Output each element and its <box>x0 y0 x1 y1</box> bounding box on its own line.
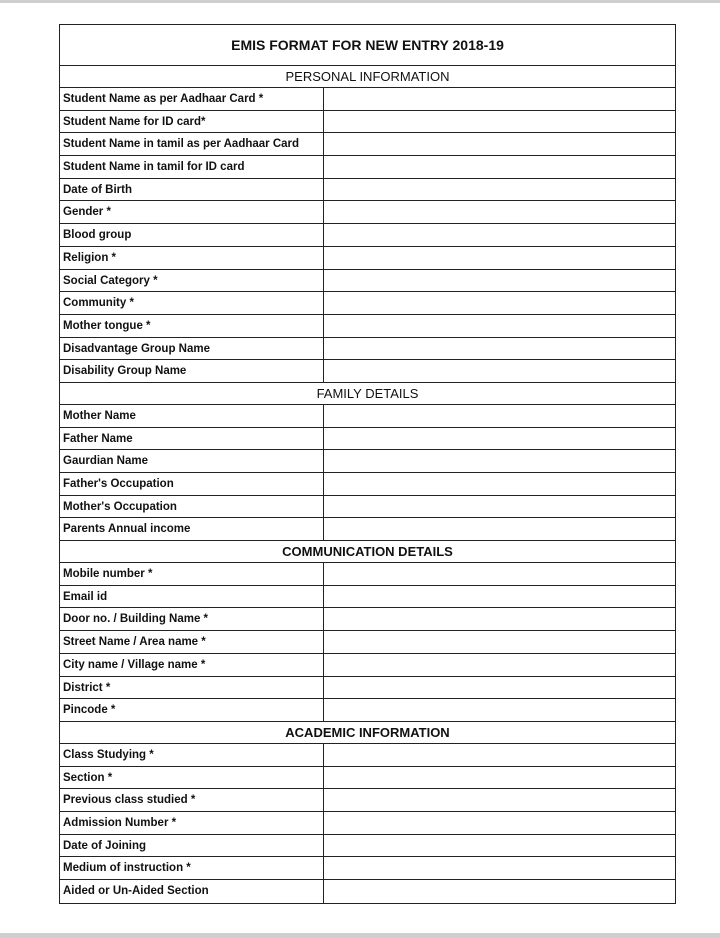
field-label: Mother tongue * <box>60 315 324 337</box>
form-row <box>60 315 675 338</box>
form-row <box>60 473 675 496</box>
field-label: Gender * <box>60 201 324 223</box>
form-row <box>60 857 675 880</box>
bottom-border <box>0 933 720 938</box>
field-value-cell[interactable] <box>324 608 675 630</box>
field-label: Street Name / Area name * <box>60 631 324 653</box>
form-row <box>60 338 675 361</box>
field-value-cell[interactable] <box>324 812 675 834</box>
section-heading: PERSONAL INFORMATION <box>60 66 675 88</box>
field-value-cell[interactable] <box>324 201 675 223</box>
form-row <box>60 111 675 134</box>
field-label: Disability Group Name <box>60 360 324 382</box>
form-row <box>60 496 675 519</box>
form-row <box>60 133 675 156</box>
form-row <box>60 654 675 677</box>
field-label: Gaurdian Name <box>60 450 324 472</box>
field-label: Email id <box>60 586 324 608</box>
field-label: Parents Annual income <box>60 518 324 540</box>
field-value-cell[interactable] <box>324 767 675 789</box>
field-value-cell[interactable] <box>324 247 675 269</box>
field-value-cell[interactable] <box>324 677 675 699</box>
field-value-cell[interactable] <box>324 631 675 653</box>
section-heading: ACADEMIC INFORMATION <box>60 722 675 744</box>
field-value-cell[interactable] <box>324 338 675 360</box>
form-row <box>60 247 675 270</box>
field-label: Community * <box>60 292 324 314</box>
field-value-cell[interactable] <box>324 744 675 766</box>
field-label: Previous class studied * <box>60 789 324 811</box>
field-label: Aided or Un-Aided Section <box>60 880 324 903</box>
form-row <box>60 224 675 247</box>
field-label: Disadvantage Group Name <box>60 338 324 360</box>
field-value-cell[interactable] <box>324 518 675 540</box>
field-value-cell[interactable] <box>324 179 675 201</box>
field-value-cell[interactable] <box>324 563 675 585</box>
form-row <box>60 608 675 631</box>
field-label: Student Name for ID card* <box>60 111 324 133</box>
form-row <box>60 812 675 835</box>
field-label: Mother's Occupation <box>60 496 324 518</box>
field-label: Door no. / Building Name * <box>60 608 324 630</box>
field-label: Section * <box>60 767 324 789</box>
field-label: Date of Joining <box>60 835 324 857</box>
field-label: Mobile number * <box>60 563 324 585</box>
field-value-cell[interactable] <box>324 450 675 472</box>
field-value-cell[interactable] <box>324 360 675 382</box>
form-row <box>60 405 675 428</box>
form-row <box>60 699 675 722</box>
field-value-cell[interactable] <box>324 654 675 676</box>
field-label: Father Name <box>60 428 324 450</box>
form-row <box>60 156 675 179</box>
field-label: Class Studying * <box>60 744 324 766</box>
field-value-cell[interactable] <box>324 224 675 246</box>
form-row <box>60 360 675 383</box>
form-row <box>60 518 675 541</box>
form-row <box>60 677 675 700</box>
form-row <box>60 450 675 473</box>
field-value-cell[interactable] <box>324 835 675 857</box>
field-value-cell[interactable] <box>324 405 675 427</box>
field-label: Date of Birth <box>60 179 324 201</box>
form-row <box>60 179 675 202</box>
section-heading: FAMILY DETAILS <box>60 383 675 405</box>
field-value-cell[interactable] <box>324 857 675 879</box>
field-label: Social Category * <box>60 270 324 292</box>
field-value-cell[interactable] <box>324 586 675 608</box>
field-value-cell[interactable] <box>324 789 675 811</box>
field-value-cell[interactable] <box>324 156 675 178</box>
field-value-cell[interactable] <box>324 428 675 450</box>
field-value-cell[interactable] <box>324 270 675 292</box>
field-label: Medium of instruction * <box>60 857 324 879</box>
field-label: Student Name in tamil as per Aadhaar Card <box>60 133 324 155</box>
form-row <box>60 292 675 315</box>
field-label: Student Name in tamil for ID card <box>60 156 324 178</box>
field-value-cell[interactable] <box>324 315 675 337</box>
field-label: Admission Number * <box>60 812 324 834</box>
field-value-cell[interactable] <box>324 496 675 518</box>
form-row <box>60 880 675 903</box>
form-row <box>60 767 675 790</box>
top-border <box>0 0 720 3</box>
form-title: EMIS FORMAT FOR NEW ENTRY 2018-19 <box>60 25 675 66</box>
field-value-cell[interactable] <box>324 880 675 903</box>
form-row <box>60 631 675 654</box>
form-row <box>60 835 675 858</box>
field-value-cell[interactable] <box>324 111 675 133</box>
form-row <box>60 201 675 224</box>
form-row <box>60 744 675 767</box>
field-label: Blood group <box>60 224 324 246</box>
form-row <box>60 270 675 293</box>
form-row <box>60 88 675 111</box>
field-label: Religion * <box>60 247 324 269</box>
form-row <box>60 586 675 609</box>
field-value-cell[interactable] <box>324 473 675 495</box>
field-label: City name / Village name * <box>60 654 324 676</box>
field-label: Student Name as per Aadhaar Card * <box>60 88 324 110</box>
emis-entry-form <box>59 24 676 904</box>
section-heading: COMMUNICATION DETAILS <box>60 541 675 563</box>
form-row <box>60 563 675 586</box>
field-value-cell[interactable] <box>324 88 675 110</box>
form-row <box>60 789 675 812</box>
field-label: Pincode * <box>60 699 324 721</box>
field-label: District * <box>60 677 324 699</box>
field-value-cell[interactable] <box>324 699 675 721</box>
field-label: Mother Name <box>60 405 324 427</box>
field-value-cell[interactable] <box>324 133 675 155</box>
field-value-cell[interactable] <box>324 292 675 314</box>
field-label: Father's Occupation <box>60 473 324 495</box>
form-row <box>60 428 675 451</box>
